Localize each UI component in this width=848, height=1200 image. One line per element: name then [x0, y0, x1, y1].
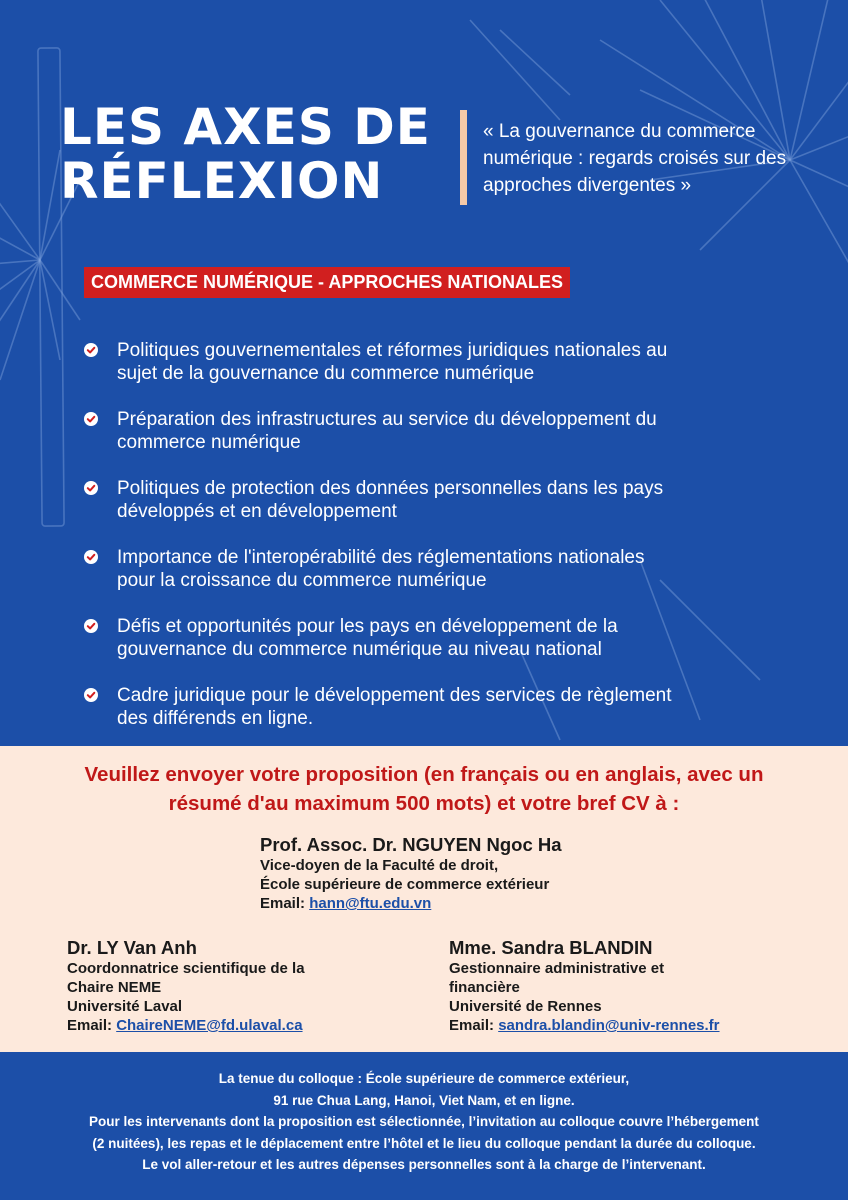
topic-list — [84, 339, 764, 746]
contact-right — [449, 936, 779, 1035]
contact-email-row — [449, 1016, 779, 1035]
footer-line: Pour les intervenants dont la proposition est sélectionnée, l’invitation au colloque couvre l’hébergement — [89, 1114, 759, 1129]
contact-role-cont: financière — [449, 979, 520, 996]
email-link[interactable]: sandra.blandin@univ-rennes.fr — [498, 1017, 720, 1034]
page-title — [60, 100, 431, 208]
email-link[interactable]: hann@ftu.edu.vn — [309, 895, 432, 912]
check-circle-icon — [84, 619, 98, 633]
email-label: Email: — [260, 895, 306, 912]
email-label: Email: — [449, 1017, 495, 1034]
contact-role-cont: Chaire NEME — [67, 979, 162, 996]
footer-line: 91 rue Chua Lang, Hanoi, Viet Nam, et en ligne. — [273, 1092, 575, 1108]
section-heading: COMMERCE NUMÉRIQUE - APPROCHES NATIONALES — [84, 267, 570, 298]
contact-email-row — [260, 894, 562, 913]
list-item — [84, 408, 764, 477]
list-item-text-line-2: sujet de la gouvernance du commerce numérique — [117, 363, 535, 384]
check-circle-icon — [84, 412, 98, 426]
footer-line: La tenue du colloque : École supérieure de commerce extérieur, — [218, 1071, 630, 1086]
email-label: Email: — [67, 1017, 113, 1034]
list-item-text-line-1: Politiques de protection des données personnelles dans les pays — [117, 478, 664, 499]
check-circle-icon — [84, 550, 98, 564]
contact-name: Prof. Assoc. Dr. NGUYEN Ngoc Ha — [260, 834, 562, 855]
list-item-text-line-1: Préparation des infrastructures au service du développement du — [117, 409, 657, 430]
call-line-1: Veuillez envoyer votre proposition (en français ou en anglais, avec un — [84, 763, 764, 786]
contact-main — [260, 833, 562, 913]
contact-institution: Université Laval — [67, 998, 183, 1015]
list-item-text-line-1: Politiques gouvernementales et réformes juridiques nationales au — [117, 340, 668, 361]
contact-left — [67, 936, 377, 1035]
theme-quote: « La gouvernance du commerce numérique : regards croisés sur des approches divergentes » — [483, 121, 787, 196]
list-item — [84, 546, 764, 615]
list-item-text-line-1: Défis et opportunités pour les pays en développement de la — [117, 616, 618, 637]
list-item — [84, 684, 764, 746]
contact-institution: École supérieure de commerce extérieur — [260, 876, 550, 893]
contact-name: Dr. LY Van Anh — [67, 937, 197, 958]
quote-accent-bar — [460, 110, 467, 205]
check-circle-icon — [84, 481, 98, 495]
list-item-text-line-1: Cadre juridique pour le développement des services de règlement — [117, 685, 672, 706]
contact-name: Mme. Sandra BLANDIN — [449, 937, 653, 958]
footer-line: Le vol aller-retour et les autres dépenses personnelles sont à la charge de l’intervenant. — [142, 1157, 706, 1172]
footer-notes — [20, 1068, 828, 1176]
title-line-1: LES AXES DE — [60, 98, 431, 156]
email-link[interactable]: ChaireNEME@fd.ulaval.ca — [116, 1017, 303, 1034]
title-line-2: RÉFLEXION — [60, 152, 384, 210]
list-item-text-line-2: gouvernance du commerce numérique au niveau national — [117, 639, 602, 660]
list-item-text-line-2: des différends en ligne. — [117, 708, 314, 729]
contact-role: Vice-doyen de la Faculté de droit, — [260, 857, 499, 874]
list-item-text-line-1: Importance de l'interopérabilité des réglementations nationales — [117, 547, 645, 568]
contact-role: Gestionnaire administrative et — [449, 960, 665, 977]
check-circle-icon — [84, 343, 98, 357]
list-item-text-line-2: pour la croissance du commerce numérique — [117, 570, 487, 591]
contact-role: Coordonnatrice scientifique de la — [67, 960, 305, 977]
footer-line: (2 nuitées), les repas et le déplacement entre l’hôtel et le lieu du colloque pendant la durée du colloque. — [92, 1135, 756, 1151]
list-item — [84, 339, 764, 408]
list-item — [84, 615, 764, 684]
call-line-2: résumé d'au maximum 500 mots) et votre bref CV à : — [168, 792, 680, 815]
list-item-text-line-2: commerce numérique — [117, 432, 301, 453]
list-item-text-line-2: développés et en développement — [117, 501, 397, 522]
list-item — [84, 477, 764, 546]
check-circle-icon — [84, 688, 98, 702]
contact-institution: Université de Rennes — [449, 998, 602, 1015]
contact-email-row — [67, 1016, 377, 1035]
call-for-proposals — [30, 760, 818, 818]
